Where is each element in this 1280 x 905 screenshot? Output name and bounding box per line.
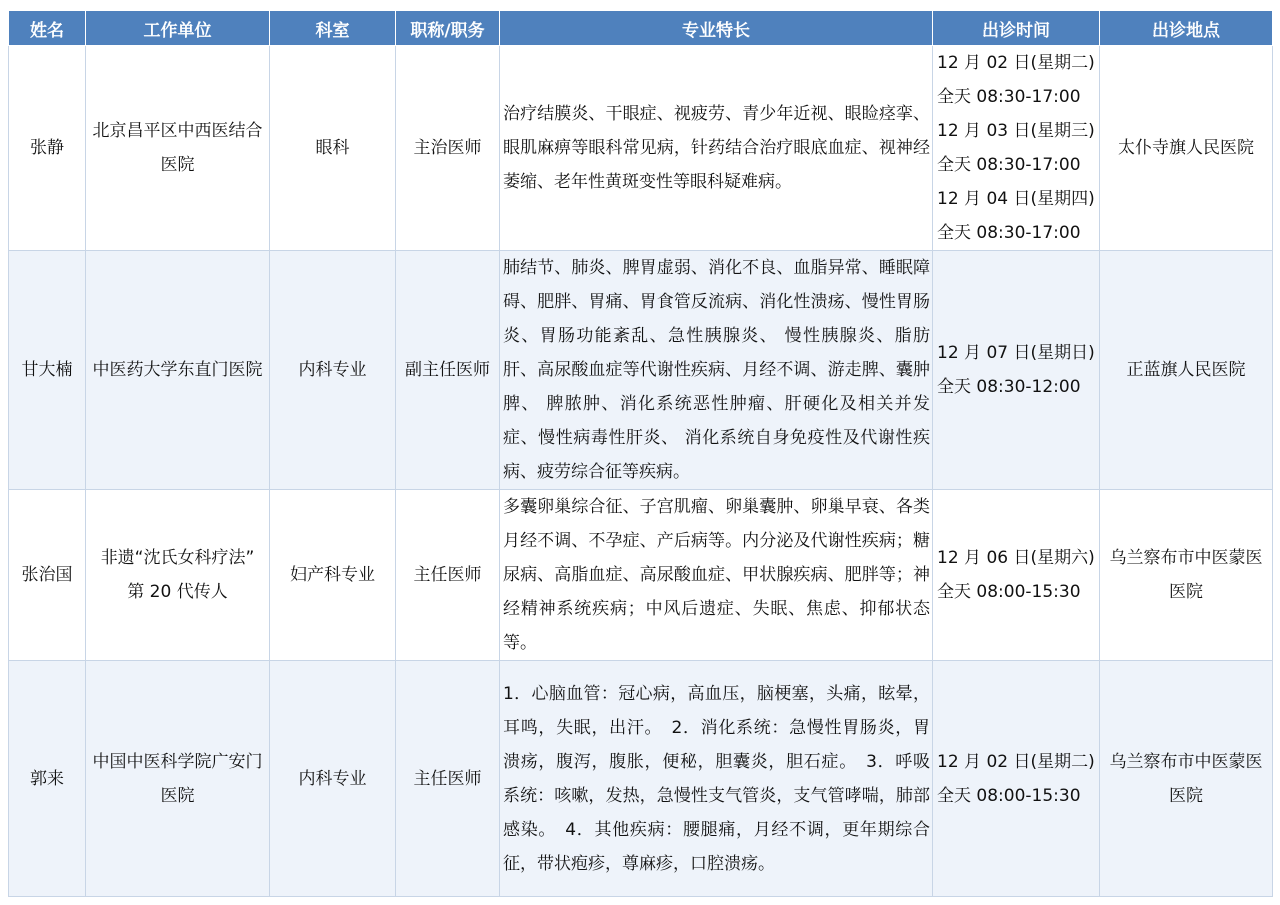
clinic-place: [1100, 251, 1273, 490]
clinic-time: [933, 661, 1100, 897]
table-row: [9, 661, 1273, 897]
clinic-hours: 全天 08:30-12:00: [937, 377, 1081, 397]
header-title: 职称/职务: [396, 11, 500, 46]
schedule-table-wrapper: [8, 10, 1272, 897]
department: 妇产科专业: [270, 490, 396, 661]
clinic-place-line: 乌兰察布市中医蒙医: [1109, 548, 1263, 568]
work-unit-line: 中国中医科学院广安门: [92, 751, 263, 772]
clinic-time: [933, 251, 1100, 490]
job-title: 主任医师: [396, 490, 500, 661]
specialty: 1．心脑血管：冠心病，高血压，脑梗塞，头痛，眩晕，耳鸣，失眠，出汗。 2．消化系统：急慢性胃肠炎，胃溃疡，腹泻，腹胀，便秘，胆囊炎，胆石症。 3．呼吸系统：咳嗽，发热，急慢性支气管炎，支气管哮喘，肺部感染。 4．其他疾病：腰腿痛，月经不调，更年期综合征，带状疱疹，尊麻疹，口腔溃疡。: [500, 661, 933, 897]
doctor-name: 张静: [9, 46, 86, 251]
clinic-hours: 全天 08:30-17:00: [937, 87, 1081, 107]
clinic-place-line: 太仆寺旗人民医院: [1118, 138, 1254, 158]
table-row: [9, 490, 1273, 661]
clinic-date: 12 月 07 日(星期日): [937, 343, 1095, 363]
doctor-schedule-table: [8, 10, 1273, 897]
specialty: 肺结节、肺炎、脾胃虚弱、消化不良、血脂异常、睡眠障碍、肥胖、胃痛、胃食管反流病、消化性溃疡、慢性胃肠炎、胃肠功能紊乱、急性胰腺炎、 慢性胰腺炎、脂肪肝、高尿酸血症等代谢性疾病、月经不调、游走脾、囊肿脾、 脾脓肿、消化系统恶性肿瘤、肝硬化及相关并发症、慢性病毒性肝炎、 消化系统自身免疫性及代谢性疾病、疲劳综合征等疾病。: [500, 251, 933, 490]
work-unit-line: 北京昌平区中西医结合: [92, 121, 263, 141]
work-unit-line: 中医药大学东直门医院: [92, 360, 263, 380]
work-unit-line: 第 20 代传人: [127, 582, 228, 602]
clinic-place: [1100, 46, 1273, 251]
clinic-place-line: 医院: [1169, 785, 1203, 806]
header-name: 姓名: [9, 11, 86, 46]
clinic-date: 12 月 04 日(星期四): [937, 189, 1095, 209]
table-row: [9, 46, 1273, 251]
clinic-date: 12 月 03 日(星期三): [937, 121, 1095, 141]
work-unit: [86, 490, 270, 661]
work-unit: [86, 661, 270, 897]
clinic-hours: 全天 08:00-15:30: [937, 582, 1081, 602]
header-place: 出诊地点: [1100, 11, 1273, 46]
job-title: 主任医师: [396, 661, 500, 897]
clinic-place-line: 乌兰察布市中医蒙医: [1109, 751, 1263, 772]
clinic-hours: 全天 08:00-15:30: [937, 785, 1081, 806]
table-row: [9, 251, 1273, 490]
specialty: 多囊卵巢综合征、子宫肌瘤、卵巢囊肿、卵巢早衰、各类月经不调、不孕症、产后病等。内分泌及代谢性疾病；糖尿病、高脂血症、高尿酸血症、甲状腺疾病、肥胖等；神经精神系统疾病；中风后遗症、失眠、焦虑、抑郁状态等。: [500, 490, 933, 661]
work-unit: [86, 251, 270, 490]
clinic-place-line: 正蓝旗人民医院: [1126, 360, 1246, 380]
clinic-place-line: 医院: [1169, 582, 1203, 602]
clinic-place: [1100, 490, 1273, 661]
work-unit: [86, 46, 270, 251]
specialty: 治疗结膜炎、干眼症、视疲劳、青少年近视、眼睑痉挛、眼肌麻痹等眼科常见病，针药结合治疗眼底血症、视神经萎缩、老年性黄斑变性等眼科疑难病。: [500, 46, 933, 251]
doctor-name: 甘大楠: [9, 251, 86, 490]
header-row: [9, 11, 1273, 46]
work-unit-line: 非遗“沈氏女科疗法”: [100, 548, 255, 568]
clinic-date: 12 月 06 日(星期六): [937, 548, 1095, 568]
doctor-name: 郭来: [9, 661, 86, 897]
department: 内科专业: [270, 661, 396, 897]
job-title: 副主任医师: [396, 251, 500, 490]
header-unit: 工作单位: [86, 11, 270, 46]
work-unit-line: 医院: [160, 155, 195, 175]
clinic-time: [933, 490, 1100, 661]
department: 眼科: [270, 46, 396, 251]
work-unit-line: 医院: [160, 785, 195, 806]
clinic-hours: 全天 08:30-17:00: [937, 223, 1081, 243]
clinic-date: 12 月 02 日(星期二): [937, 53, 1095, 73]
header-time: 出诊时间: [933, 11, 1100, 46]
job-title: 主治医师: [396, 46, 500, 251]
clinic-hours: 全天 08:30-17:00: [937, 155, 1081, 175]
header-dept: 科室: [270, 11, 396, 46]
clinic-place: [1100, 661, 1273, 897]
header-specialty: 专业特长: [500, 11, 933, 46]
department: 内科专业: [270, 251, 396, 490]
clinic-date: 12 月 02 日(星期二): [937, 751, 1095, 772]
doctor-name: 张治国: [9, 490, 86, 661]
clinic-time: [933, 46, 1100, 251]
